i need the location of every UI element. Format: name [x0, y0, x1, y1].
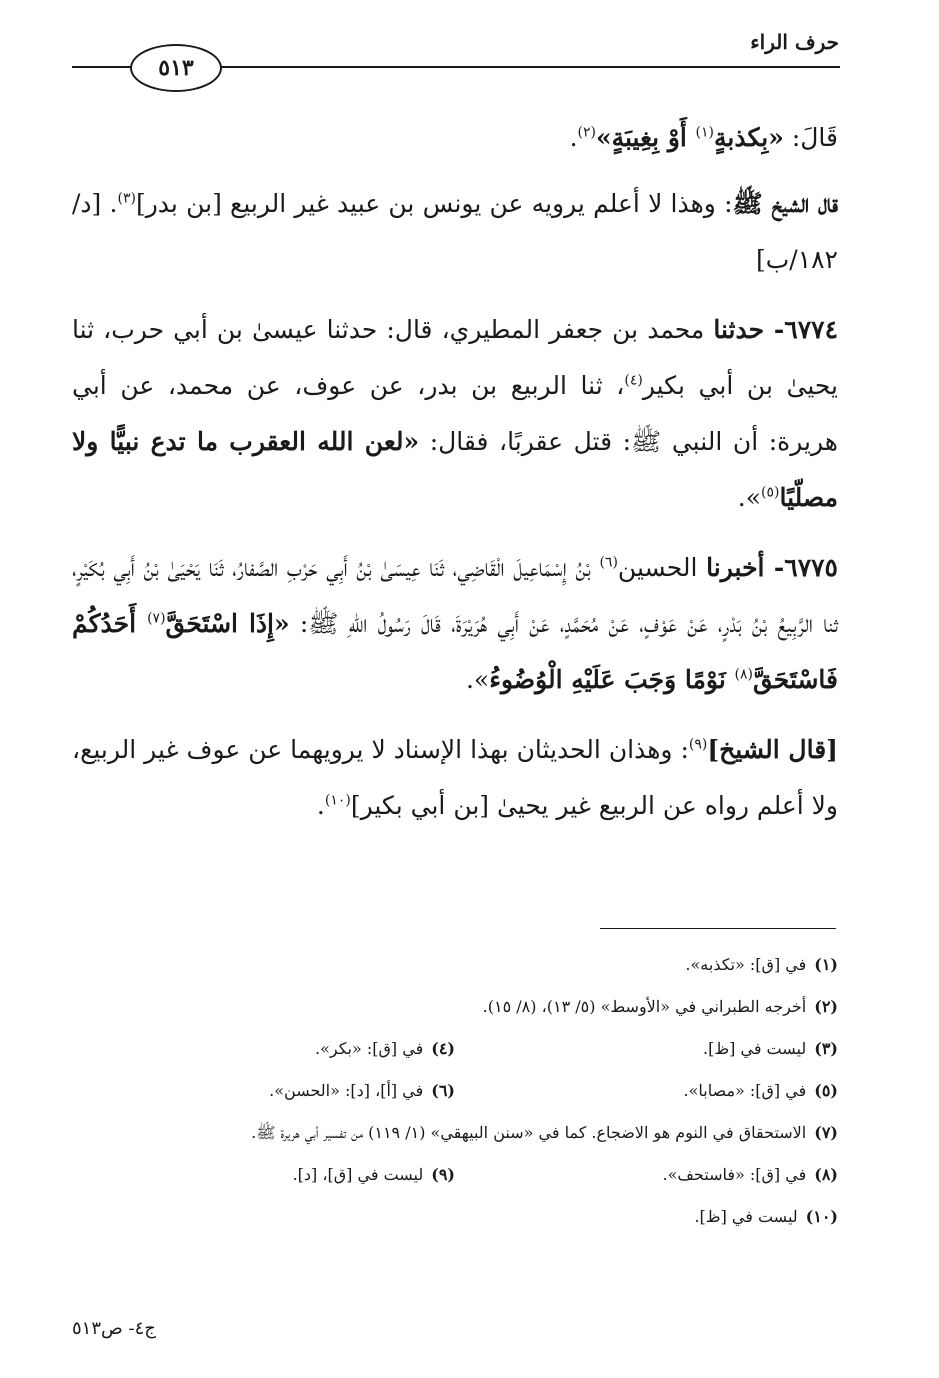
speaker-label: [قال الشيخ] — [707, 735, 838, 764]
speaker-label: قال الشيخ ﷺ — [732, 189, 838, 218]
footnote-number: (١) — [814, 955, 838, 974]
hadith-text: «لعن الله العقرب ما تدع نبيًّا ولا مصلّيًا — [72, 427, 838, 512]
footnote-ref: (٣) — [117, 190, 136, 207]
main-text — [72, 110, 838, 848]
footnote-text: أخرجه الطبراني في «الأوسط» (٥/ ١٣)، (٨/ ١٥). — [482, 997, 807, 1016]
footnote-number: (٥) — [814, 1081, 838, 1100]
footnote-ref: (٦) — [599, 554, 618, 571]
volume-page-reference: ج٤- ص٥١٣ — [72, 1318, 156, 1339]
quote-span: أَوْ بِغِيبَةٍ» — [595, 123, 696, 152]
footnote-3 — [455, 1028, 838, 1070]
text-span: : وهذان الحديثان بهذا الإسناد لا يرويهما عن عوف غير الربيع، ولا أعلم رواه عن الربيع غير يحيىٰ [بن أبي بكير] — [72, 735, 838, 820]
footnote-number: (٤) — [431, 1039, 455, 1058]
footnote-5 — [455, 1070, 838, 1112]
text-span: بْنُ إِسْمَاعِيلَ الْقَاضِي، ثَنَا عِيسَىٰ بْنُ أَبِي حَرْبِ الصَّفارُ، ثَنَا يَحْيَىٰ بْنُ أَبِي بُكَيْرٍ، ثنا الرَّبِيعُ بْنُ بَدْرٍ، عَنْ عَوْفٍ، عَنْ مُحَمَّدٍ، عَنْ أَبِي هُرَيْرَةَ، قَالَ رَسُولُ اللهِ ﷺ: — [72, 553, 838, 638]
footnote-row — [72, 1112, 838, 1154]
footnote-ref: (٩) — [688, 736, 708, 753]
footnote-text: في [ق]: «تكذبه». — [685, 955, 807, 974]
footnote-4 — [72, 1028, 455, 1070]
footnote-ref: (٢) — [577, 124, 596, 141]
footnote-text: ليست في [ظ]. — [694, 1207, 798, 1226]
footnote-9 — [72, 1154, 455, 1196]
hadith-text: «إِذَا اسْتَحَقَّ — [165, 609, 290, 638]
paragraph-2 — [72, 176, 838, 288]
text-span: ». — [737, 483, 762, 512]
narration-lead: حدثنا — [713, 315, 765, 344]
footnote-row — [72, 1196, 838, 1238]
footnote-text: ليست في [ظ]. — [703, 1039, 807, 1058]
footnote-text: في [ق]: «مصابا». — [683, 1081, 807, 1100]
footnote-rule — [600, 928, 836, 929]
hadith-text: نَوْمًا وَجَبَ عَلَيْهِ الْوُضُوءُ — [489, 665, 735, 694]
footnote-6 — [72, 1070, 455, 1112]
footnote-10 — [72, 1196, 838, 1238]
footnote-number: (٩) — [431, 1165, 455, 1184]
footnote-ref: (٨) — [734, 666, 753, 683]
running-title: حرف الراء — [750, 30, 839, 54]
text-span: . [د/١٨٢/ب] — [72, 189, 838, 274]
text-span: : وهذا لا أعلم يرويه عن يونس بن عبيد غير الربيع [بن بدر] — [135, 189, 733, 218]
paragraph-1 — [72, 110, 838, 166]
footnote-row — [72, 1154, 838, 1196]
footnote-text: في [ق]: «بكر». — [315, 1039, 424, 1058]
text-span: ». — [465, 665, 490, 694]
footnote-number: (٧) — [814, 1123, 838, 1142]
paragraph-hadith-6774 — [72, 302, 838, 526]
footnote-ref: (٤) — [624, 372, 643, 389]
text-span: قَالَ: — [783, 123, 838, 152]
footnote-text: ليست في [ق]، [د]. — [292, 1165, 424, 1184]
footnote-ref: (١) — [695, 124, 715, 141]
footnote-row — [72, 1070, 838, 1112]
text-span: الحسين — [617, 553, 707, 582]
footnote-ref: (١٠) — [324, 792, 351, 809]
quote-span: «بِكذبةٍ — [714, 123, 784, 152]
footnote-ref: (٧) — [147, 610, 166, 627]
footnote-ref: (٥) — [761, 484, 780, 501]
footnote-row — [72, 944, 838, 986]
text-span: محمد بن جعفر المطيري، قال: حدثنا عيسىٰ بن أبي حرب، ثنا يحيىٰ بن أبي بكير — [72, 315, 839, 400]
paragraph-hadith-6775 — [72, 540, 838, 708]
footnote-1 — [72, 944, 838, 986]
footnote-number: (٨) — [814, 1165, 838, 1184]
footnote-7 — [72, 1112, 838, 1154]
paragraph-5 — [72, 722, 838, 834]
footnote-number: (١٠) — [805, 1207, 838, 1226]
footnote-text: الاستحقاق في النوم هو الاضجاع. كما في «سنن البيهقي» (١/ ١١٩) من تفسير أبي هريرة ﷺ. — [251, 1123, 807, 1142]
text-span: . — [316, 791, 325, 820]
footnote-row — [72, 1028, 838, 1070]
footnote-number: (٦) — [431, 1081, 455, 1100]
footnote-number: (٢) — [814, 997, 838, 1016]
footnote-text: في [ق]: «فاستحف». — [662, 1165, 807, 1184]
text-span: . — [569, 123, 578, 152]
footnote-row — [72, 986, 838, 1028]
footnote-number: (٣) — [814, 1039, 838, 1058]
footnote-text: في [أ]، [د]: «الحسن». — [269, 1081, 424, 1100]
footnotes — [72, 944, 838, 1238]
page-number: ٥١٣ — [130, 44, 222, 92]
text-span: ، ثنا الربيع بن بدر، عن عوف، عن محمد، عن أبي هريرة: أن النبي ﷺ: قتل عقربًا، فقال: — [72, 371, 838, 456]
hadith-text: أَحَدُكُمْ فَاسْتَحَقَّ — [72, 609, 838, 694]
hadith-number: ٦٧٧٥- — [764, 553, 838, 582]
footnote-8 — [455, 1154, 838, 1196]
narration-lead: أخبرنا — [706, 553, 765, 582]
footnote-2 — [72, 986, 838, 1028]
hadith-number: ٦٧٧٤- — [764, 315, 838, 344]
